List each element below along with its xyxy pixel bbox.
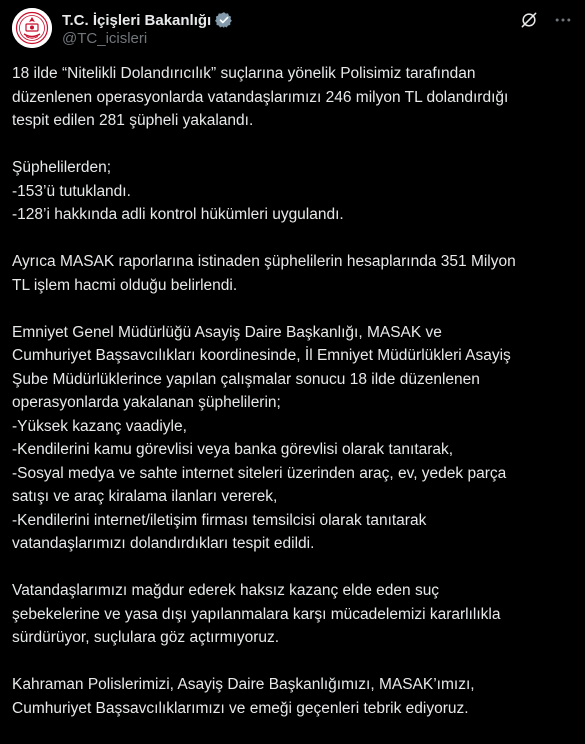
tweet-line: operasyonlarda yakalanan şüphelilerin; [12, 394, 281, 411]
tweet-line: -Sosyal medya ve sahte internet siteleri üzerinden araç, ev, yedek parça [12, 464, 507, 482]
account-handle[interactable]: @TC_icisleri [62, 30, 148, 47]
avatar[interactable] [12, 8, 52, 48]
display-name[interactable]: T.C. İçişleri Bakanlığı [62, 11, 212, 29]
tweet-line: vatandaşlarımızı dolandırdıkları tespit edildi. [12, 535, 315, 552]
more-options-icon[interactable] [553, 10, 573, 30]
tweet-paragraph [12, 579, 578, 650]
verified-badge-icon[interactable] [215, 11, 233, 29]
tweet-line: Kahraman Polislerimizi, Asayiş Daire Başkanlığımızı, MASAK’ımızı, [12, 676, 475, 693]
tweet-header [12, 8, 573, 52]
tweet-paragraph [12, 321, 578, 556]
tweet-line: -Kendilerini kamu görevlisi veya banka görevlisi olarak tanıtarak, [12, 441, 454, 458]
tweet-paragraph [12, 673, 578, 720]
tweet-line: şebekelerine ve yasa dışı yapılanmalara karşı mücadelemizi kararlılıkla [12, 605, 501, 623]
tweet-line: TL işlem hacmi olduğu belirlendi. [12, 276, 238, 294]
tweet-line: -Yüksek kazanç vaadiyle, [12, 417, 187, 435]
tweet-line: Emniyet Genel Müdürlüğü Asayiş Daire Başkanlığı, MASAK ve [12, 323, 442, 341]
tweet-text [12, 62, 578, 744]
tweet-line: tespit edilen 281 şüpheli yakalandı. [12, 112, 254, 129]
tweet-paragraph [12, 62, 578, 133]
ministry-logo-icon [12, 8, 52, 48]
tweet-line: -Kendilerini internet/iletişim firması temsilcisi olarak tanıtarak [12, 511, 427, 529]
tweet-line: düzenlenen operasyonlarda vatandaşlarımızı 246 milyon TL dolandırdığı [12, 88, 509, 106]
header-actions [519, 10, 573, 30]
name-row [62, 10, 233, 30]
tweet-line: Şube Müdürlüklerince yapılan çalışmalar sonucu 18 ilde düzenlenen [12, 370, 480, 388]
grok-icon[interactable] [519, 10, 539, 30]
tweet-line: sürdürüyor, suçlulara göz açtırmıyoruz. [12, 629, 280, 646]
tweet-line: Vatandaşlarımızı mağdur ederek haksız kazanç elde eden suç [12, 582, 440, 599]
tweet-paragraph [12, 250, 578, 297]
tweet-line: satışı ve araç kiralama ilanları vererek, [12, 488, 278, 505]
tweet-line: 18 ilde “Nitelikli Dolandırıcılık” suçlarına yönelik Polisimiz tarafından [12, 65, 476, 82]
tweet-line: -128’i hakkında adli kontrol hükümleri uygulandı. [12, 206, 344, 223]
tweet-line: -153’ü tutuklandı. [12, 182, 131, 200]
tweet-line: Şüphelilerden; [12, 159, 112, 176]
tweet-line: Ayrıca MASAK raporlarına istinaden şüphelilerin hesaplarında 351 Milyon [12, 253, 516, 270]
tweet-line: Cumhuriyet Başsavcılıkları koordinesinde, İl Emniyet Müdürlükleri Asayiş [12, 347, 511, 364]
tweet-paragraph [12, 156, 578, 227]
tweet-line: Cumhuriyet Başsavcılıklarımızı ve emeği geçenleri tebrik ediyoruz. [12, 699, 469, 717]
